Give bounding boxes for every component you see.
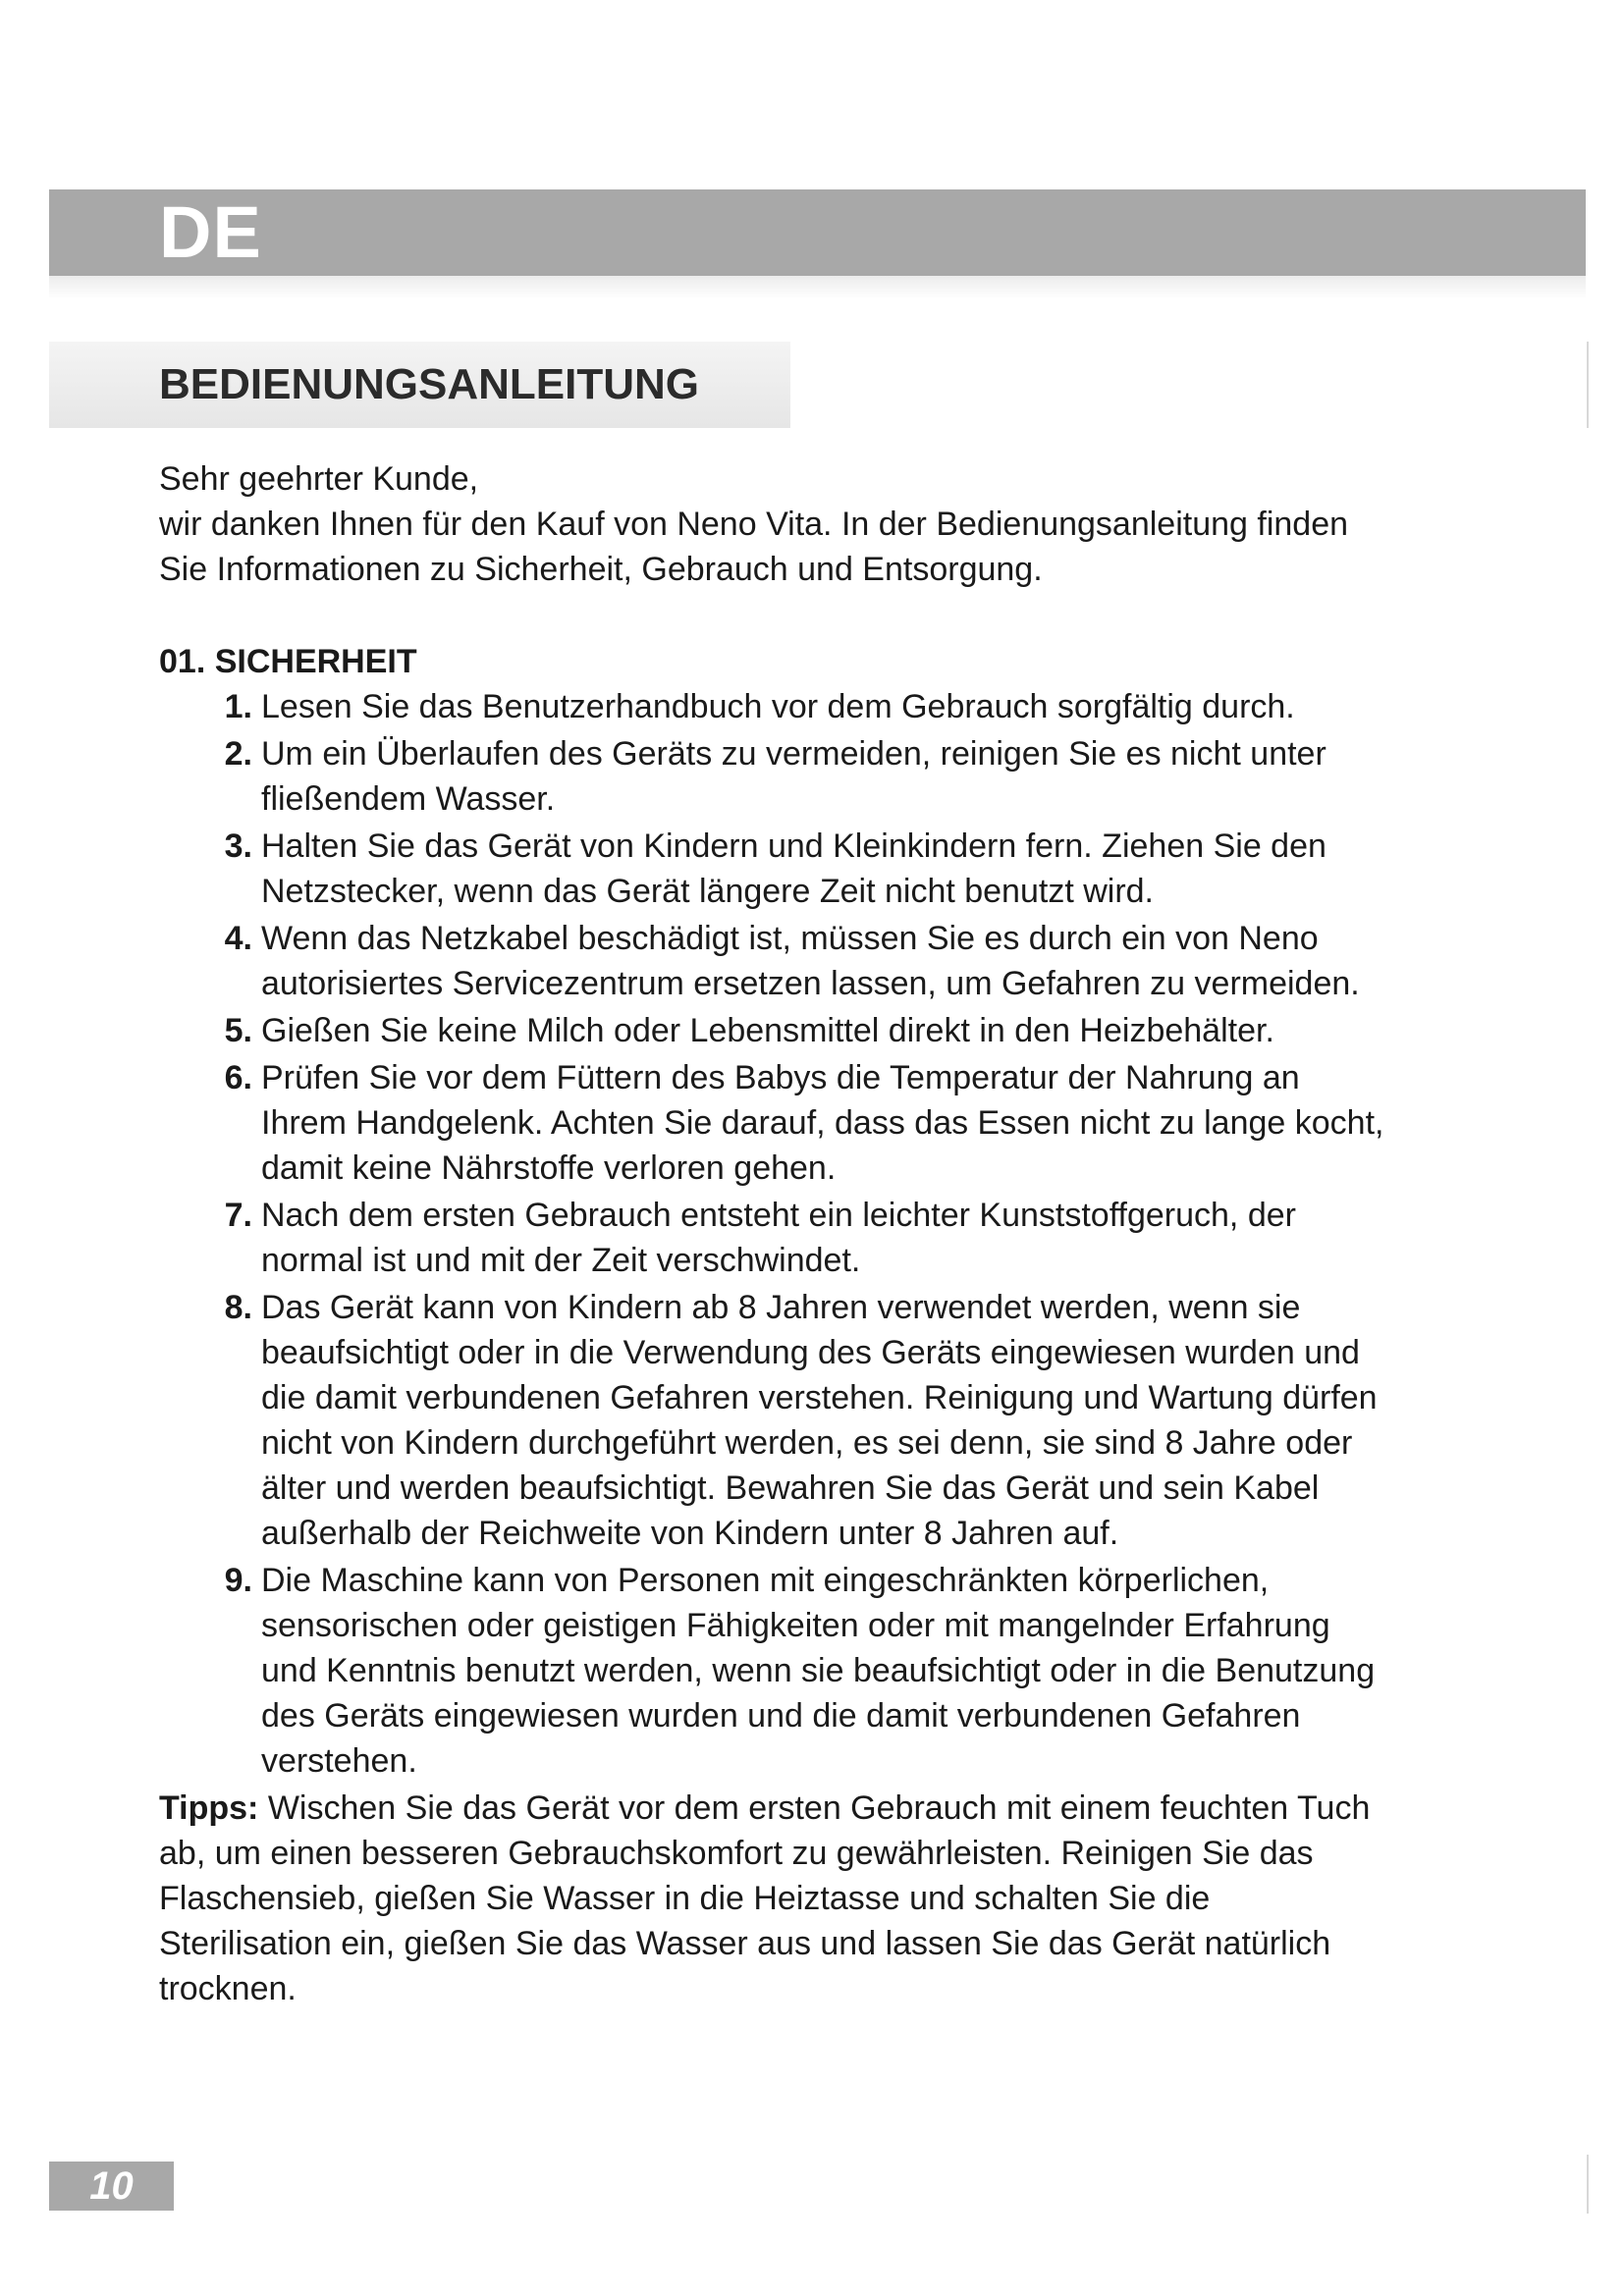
page-title: BEDIENUNGSANLEITUNG [159, 360, 700, 408]
list-item [159, 731, 1391, 822]
tips-text: Wischen Sie das Gerät vor dem ersten Gebrauch mit einem feuchten Tuch ab, um einen besseren Gebrauchskomfort zu gewährleisten. Reinigen Sie das Flaschensieb, gießen Sie Wasser in die Heiztasse und schalten Sie die Sterilisation ein, gießen Sie das Wasser aus und lassen Sie das Gerät natürlich trocknen. [159, 1789, 1371, 2007]
item-number: 2. [224, 735, 252, 773]
item-text: Nach dem ersten Gebrauch entsteht ein leichter Kunststoffgeruch, der normal ist und mit der Zeit verschwindet. [261, 1197, 1296, 1279]
list-item [159, 824, 1391, 914]
list-item [159, 916, 1391, 1006]
item-text: Das Gerät kann von Kindern ab 8 Jahren verwendet werden, wenn sie beaufsichtigt oder in die Verwendung des Geräts eingewiesen wurden und die damit verbundenen Gefahren verstehen. Reinigung und Wartung dürfen nicht von Kindern durchgeführt werden, es sei denn, sie sind 8 Jahre oder älter und werden beaufsichtigt. Bewahren Sie das Gerät und sein Kabel außerhalb der Reichweite von Kindern unter 8 Jahren auf. [261, 1289, 1378, 1552]
title-box [49, 342, 790, 428]
item-text: Die Maschine kann von Personen mit eingeschränkten körperlichen, sensorischen oder geistigen Fähigkeiten oder mit mangelnder Erfahrung und Kenntnis benutzt werden, wenn sie beaufsichtigt oder in die Benutzung des Geräts eingewiesen wurden und die damit verbundenen Gefahren verstehen. [261, 1562, 1376, 1780]
intro-text: wir danken Ihnen für den Kauf von Neno Vita. In der Bedienungsanleitung finden Sie Informationen zu Sicherheit, Gebrauch und Entsorgung. [159, 506, 1349, 588]
item-number: 8. [224, 1289, 252, 1326]
page-number-box [49, 2162, 174, 2211]
section-heading-safety: 01. SICHERHEIT [159, 643, 417, 680]
list-item [159, 1193, 1391, 1283]
list-item [159, 1008, 1391, 1053]
list-item [159, 684, 1391, 729]
right-margin-rule-top [1587, 342, 1589, 428]
item-number: 5. [224, 1012, 252, 1049]
list-item [159, 1285, 1391, 1556]
item-number: 1. [224, 688, 252, 725]
language-code: DE [159, 191, 262, 273]
list-item [159, 1558, 1391, 1784]
language-header-bar [49, 189, 1586, 276]
item-text: Halten Sie das Gerät von Kindern und Kleinkindern fern. Ziehen Sie den Netzstecker, wenn das Gerät längere Zeit nicht benutzt wird. [261, 828, 1326, 910]
item-number: 6. [224, 1059, 252, 1096]
document-body [159, 456, 1391, 2011]
safety-list [159, 684, 1391, 1784]
list-item [159, 1055, 1391, 1191]
item-number: 3. [224, 828, 252, 865]
item-text: Lesen Sie das Benutzerhandbuch vor dem Gebrauch sorgfältig durch. [261, 688, 1295, 725]
tips-paragraph [159, 1786, 1391, 2011]
language-bar-shadow [49, 276, 1586, 299]
item-text: Prüfen Sie vor dem Füttern des Babys die Temperatur der Nahrung an Ihrem Handgelenk. Achten Sie darauf, dass das Essen nicht zu lange kocht, damit keine Nährstoffe verloren gehen. [261, 1059, 1384, 1187]
item-text: Um ein Überlaufen des Geräts zu vermeiden, reinigen Sie es nicht unter fließendem Wasser. [261, 735, 1326, 818]
greeting: Sehr geehrter Kunde, [159, 460, 479, 498]
item-number: 7. [224, 1197, 252, 1234]
item-number: 9. [224, 1562, 252, 1599]
tips-label: Tipps: [159, 1789, 259, 1827]
item-text: Gießen Sie keine Milch oder Lebensmittel direkt in den Heizbehälter. [261, 1012, 1274, 1049]
intro-block [159, 456, 1391, 592]
item-number: 4. [224, 920, 252, 957]
right-margin-rule-bottom [1587, 2155, 1589, 2214]
page-number: 10 [89, 2164, 134, 2208]
item-text: Wenn das Netzkabel beschädigt ist, müssen Sie es durch ein von Neno autorisiertes Servicezentrum ersetzen lassen, um Gefahren zu vermeiden. [261, 920, 1360, 1002]
